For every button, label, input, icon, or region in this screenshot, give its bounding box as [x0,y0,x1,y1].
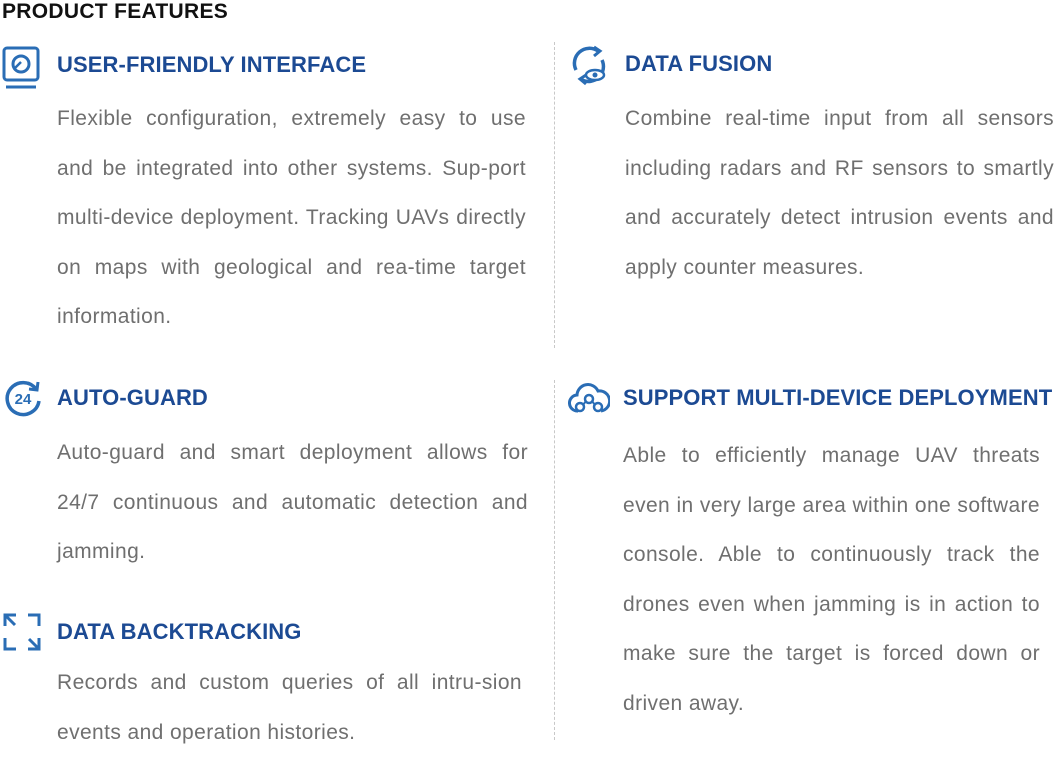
feature-description: Records and custom queries of all intru-sion events and operation histories. [57,671,522,744]
sync-eye-icon [568,44,608,84]
page-title: PRODUCT FEATURES [2,0,229,23]
feature-description: Flexible configuration, extremely easy to use and be integrated into other systems. Sup-port multi-device deployment. Tracking UAVs directly on maps with geological and rea-time target information. [57,107,526,328]
column-divider-bottom [554,380,555,740]
svg-text:24: 24 [14,391,32,408]
feature-description: Able to efficiently manage UAV threats even in very large area within one software console. Able to continuously track the drones even when jamming is in action to make sure the target is forced down or driven away. [623,444,1040,715]
cloud-network-icon [568,379,608,419]
feature-title: USER-FRIENDLY INTERFACE [57,52,367,77]
feature-title: AUTO-GUARD [57,385,208,410]
column-divider-top [554,42,555,348]
feature-title: DATA FUSION [625,51,773,76]
clock-24-icon [2,377,42,417]
expand-arrows-icon [2,612,42,652]
feature-description: Auto-guard and smart deployment allows for 24/7 continuous and automatic detection and jamming. [57,441,528,563]
feature-title: DATA BACKTRACKING [57,619,302,644]
feature-title: SUPPORT MULTI-DEVICE DEPLOYMENT [623,385,1053,410]
monitor-icon [2,46,42,86]
feature-description: Combine real-time input from all sensors including radars and RF sensors to smartly and accurately detect intrusion events and apply counter measures. [625,107,1054,279]
